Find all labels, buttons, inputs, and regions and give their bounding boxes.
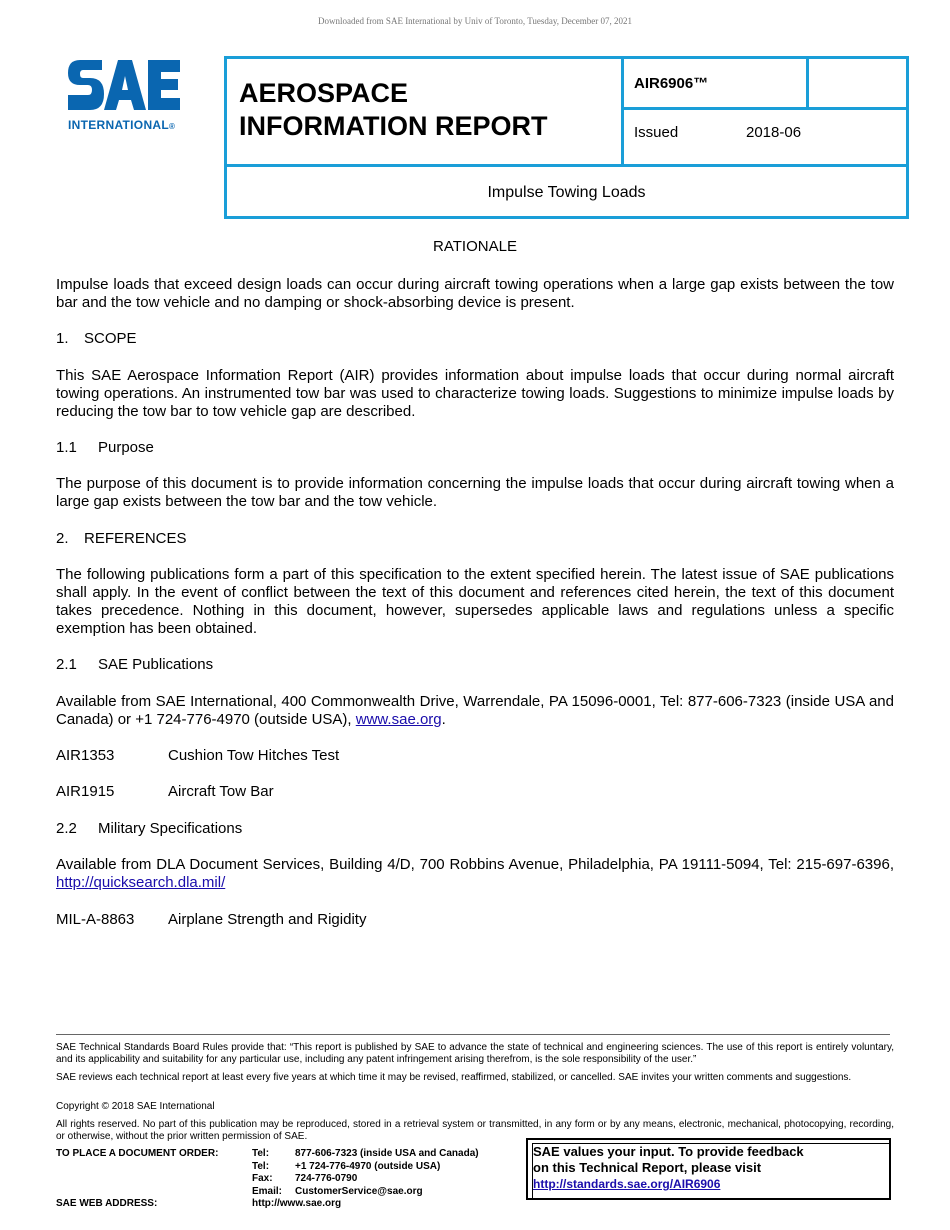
download-note: Downloaded from SAE International by Univ of Toronto, Tuesday, December 07, 2021	[317, 16, 633, 26]
subject-box	[224, 164, 909, 219]
scope-text: This SAE Aerospace Information Report (AIR) provides information about impulse loads that occur during normal aircraft towing operations. An instrumented tow bar was used to characterize towing loads. Suggestions to minimize impulse loads by reducing the tow bar to tow vehicle gap are described.	[56, 367, 894, 420]
section-1-1-heading: 1.1 Purpose	[56, 439, 154, 456]
revision-box	[806, 56, 909, 110]
report-type-title	[239, 77, 547, 143]
rights-text: All rights reserved. No part of this publication may be reproduced, stored in a retrieval system or transmitted, in any form or by any means, electronic, mechanical, photocopying, recording, or otherwise, without the prior written permission of SAE.	[56, 1119, 894, 1142]
title-line-2: INFORMATION REPORT	[239, 111, 548, 141]
section-2-heading: 2. REFERENCES	[56, 530, 187, 547]
contact-key: Fax:	[252, 1173, 273, 1184]
rationale-heading: RATIONALE	[433, 238, 517, 255]
purpose-text: The purpose of this document is to provide information concerning the impulse loads that occur during aircraft towing when a large gap exists between the tow bar and the tow vehicle.	[56, 475, 894, 510]
web-address-label: SAE WEB ADDRESS:	[56, 1198, 158, 1209]
report-type-box	[224, 56, 624, 167]
military-specifications-text: Available from DLA Document Services, Building 4/D, 700 Robbins Avenue, Philadelphia, PA 19111-5094, Tel: 215-697-6396, http://quicksearch.dla.mil/	[56, 856, 894, 891]
footer-divider	[56, 1034, 890, 1035]
section-1-heading: 1. SCOPE	[56, 330, 137, 347]
web-address-row	[0, 1198, 520, 1212]
contact-value: 724-776-0790	[295, 1173, 358, 1184]
contact-value: 877-606-7323 (inside USA and Canada)	[295, 1148, 479, 1159]
title-line-1: AEROSPACE	[239, 78, 409, 108]
references-text: The following publications form a part of this specification to the extent specified herein. The latest issue of SAE publications shall apply. In the event of conflict between the text of this document and references cited herein, the text of this document takes precedence. Nothing in this document, however, supersedes applicable laws and regulations unless a specific exemption has been obtained.	[56, 566, 894, 637]
logo-subtitle: INTERNATIONAL®	[68, 118, 176, 132]
contact-key: Tel:	[252, 1160, 270, 1172]
reference-item: MIL-A-8863 Airplane Strength and Rigidity	[56, 911, 367, 928]
issued-date: 2018-06	[746, 124, 802, 141]
feedback-line-2: on this Technical Report, please visit	[533, 1160, 762, 1175]
issued-label: Issued	[634, 124, 679, 141]
contact-value: +1 724-776-4970 (outside USA)	[295, 1160, 441, 1172]
section-2-2-heading: 2.2 Military Specifications	[56, 820, 243, 837]
dla-quicksearch-link[interactable]: http://quicksearch.dla.mil/	[56, 874, 226, 891]
contact-key: Tel:	[252, 1148, 270, 1159]
sae-logo	[66, 54, 190, 134]
reference-item: AIR1915 Aircraft Tow Bar	[56, 783, 274, 800]
feedback-line-1: SAE values your input. To provide feedback	[533, 1144, 804, 1159]
copyright-text: Copyright © 2018 SAE International	[56, 1101, 215, 1112]
contact-value: CustomerService@sae.org	[295, 1185, 423, 1197]
document-number: AIR6906™	[634, 75, 709, 92]
sae-website-link[interactable]: www.sae.org	[355, 711, 442, 728]
feedback-link[interactable]: http://standards.sae.org/AIR6906	[533, 1177, 721, 1191]
sae-publications-text: Available from SAE International, 400 Commonwealth Drive, Warrendale, PA 15096-0001, Tel: 877-606-7323 (inside USA and Canada) or +1 724-776-4970 (outside USA), www.sae.org.	[56, 693, 894, 728]
web-address-value: http://www.sae.org	[252, 1198, 342, 1209]
issued-box	[621, 107, 909, 167]
order-label: TO PLACE A DOCUMENT ORDER:	[56, 1148, 219, 1159]
contact-key: Email:	[252, 1185, 283, 1197]
review-text: SAE reviews each technical report at least every five years at which time it may be revised, reaffirmed, stabilized, or cancelled. SAE invites your written comments and suggestions.	[56, 1072, 852, 1083]
reference-item: AIR1353 Cushion Tow Hitches Test	[56, 747, 340, 764]
feedback-box	[526, 1138, 891, 1200]
document-number-box	[621, 56, 809, 110]
rationale-text: Impulse loads that exceed design loads can occur during aircraft towing operations when a large gap exists between the tow bar and the tow vehicle and no damping or shock-absorbing device is present.	[56, 276, 894, 311]
document-subject: Impulse Towing Loads	[487, 184, 646, 201]
feedback-text	[533, 1144, 804, 1176]
section-2-1-heading: 2.1 SAE Publications	[56, 656, 214, 673]
board-rules-text: SAE Technical Standards Board Rules provide that: “This report is published by SAE to advance the state of technical and engineering sciences. The use of this report is entirely voluntary, and its applicability and suitability for any particular use, including any patent infringement arising therefrom, is the sole responsibility of the user.”	[56, 1042, 894, 1065]
sae-logo-mark	[66, 54, 182, 116]
